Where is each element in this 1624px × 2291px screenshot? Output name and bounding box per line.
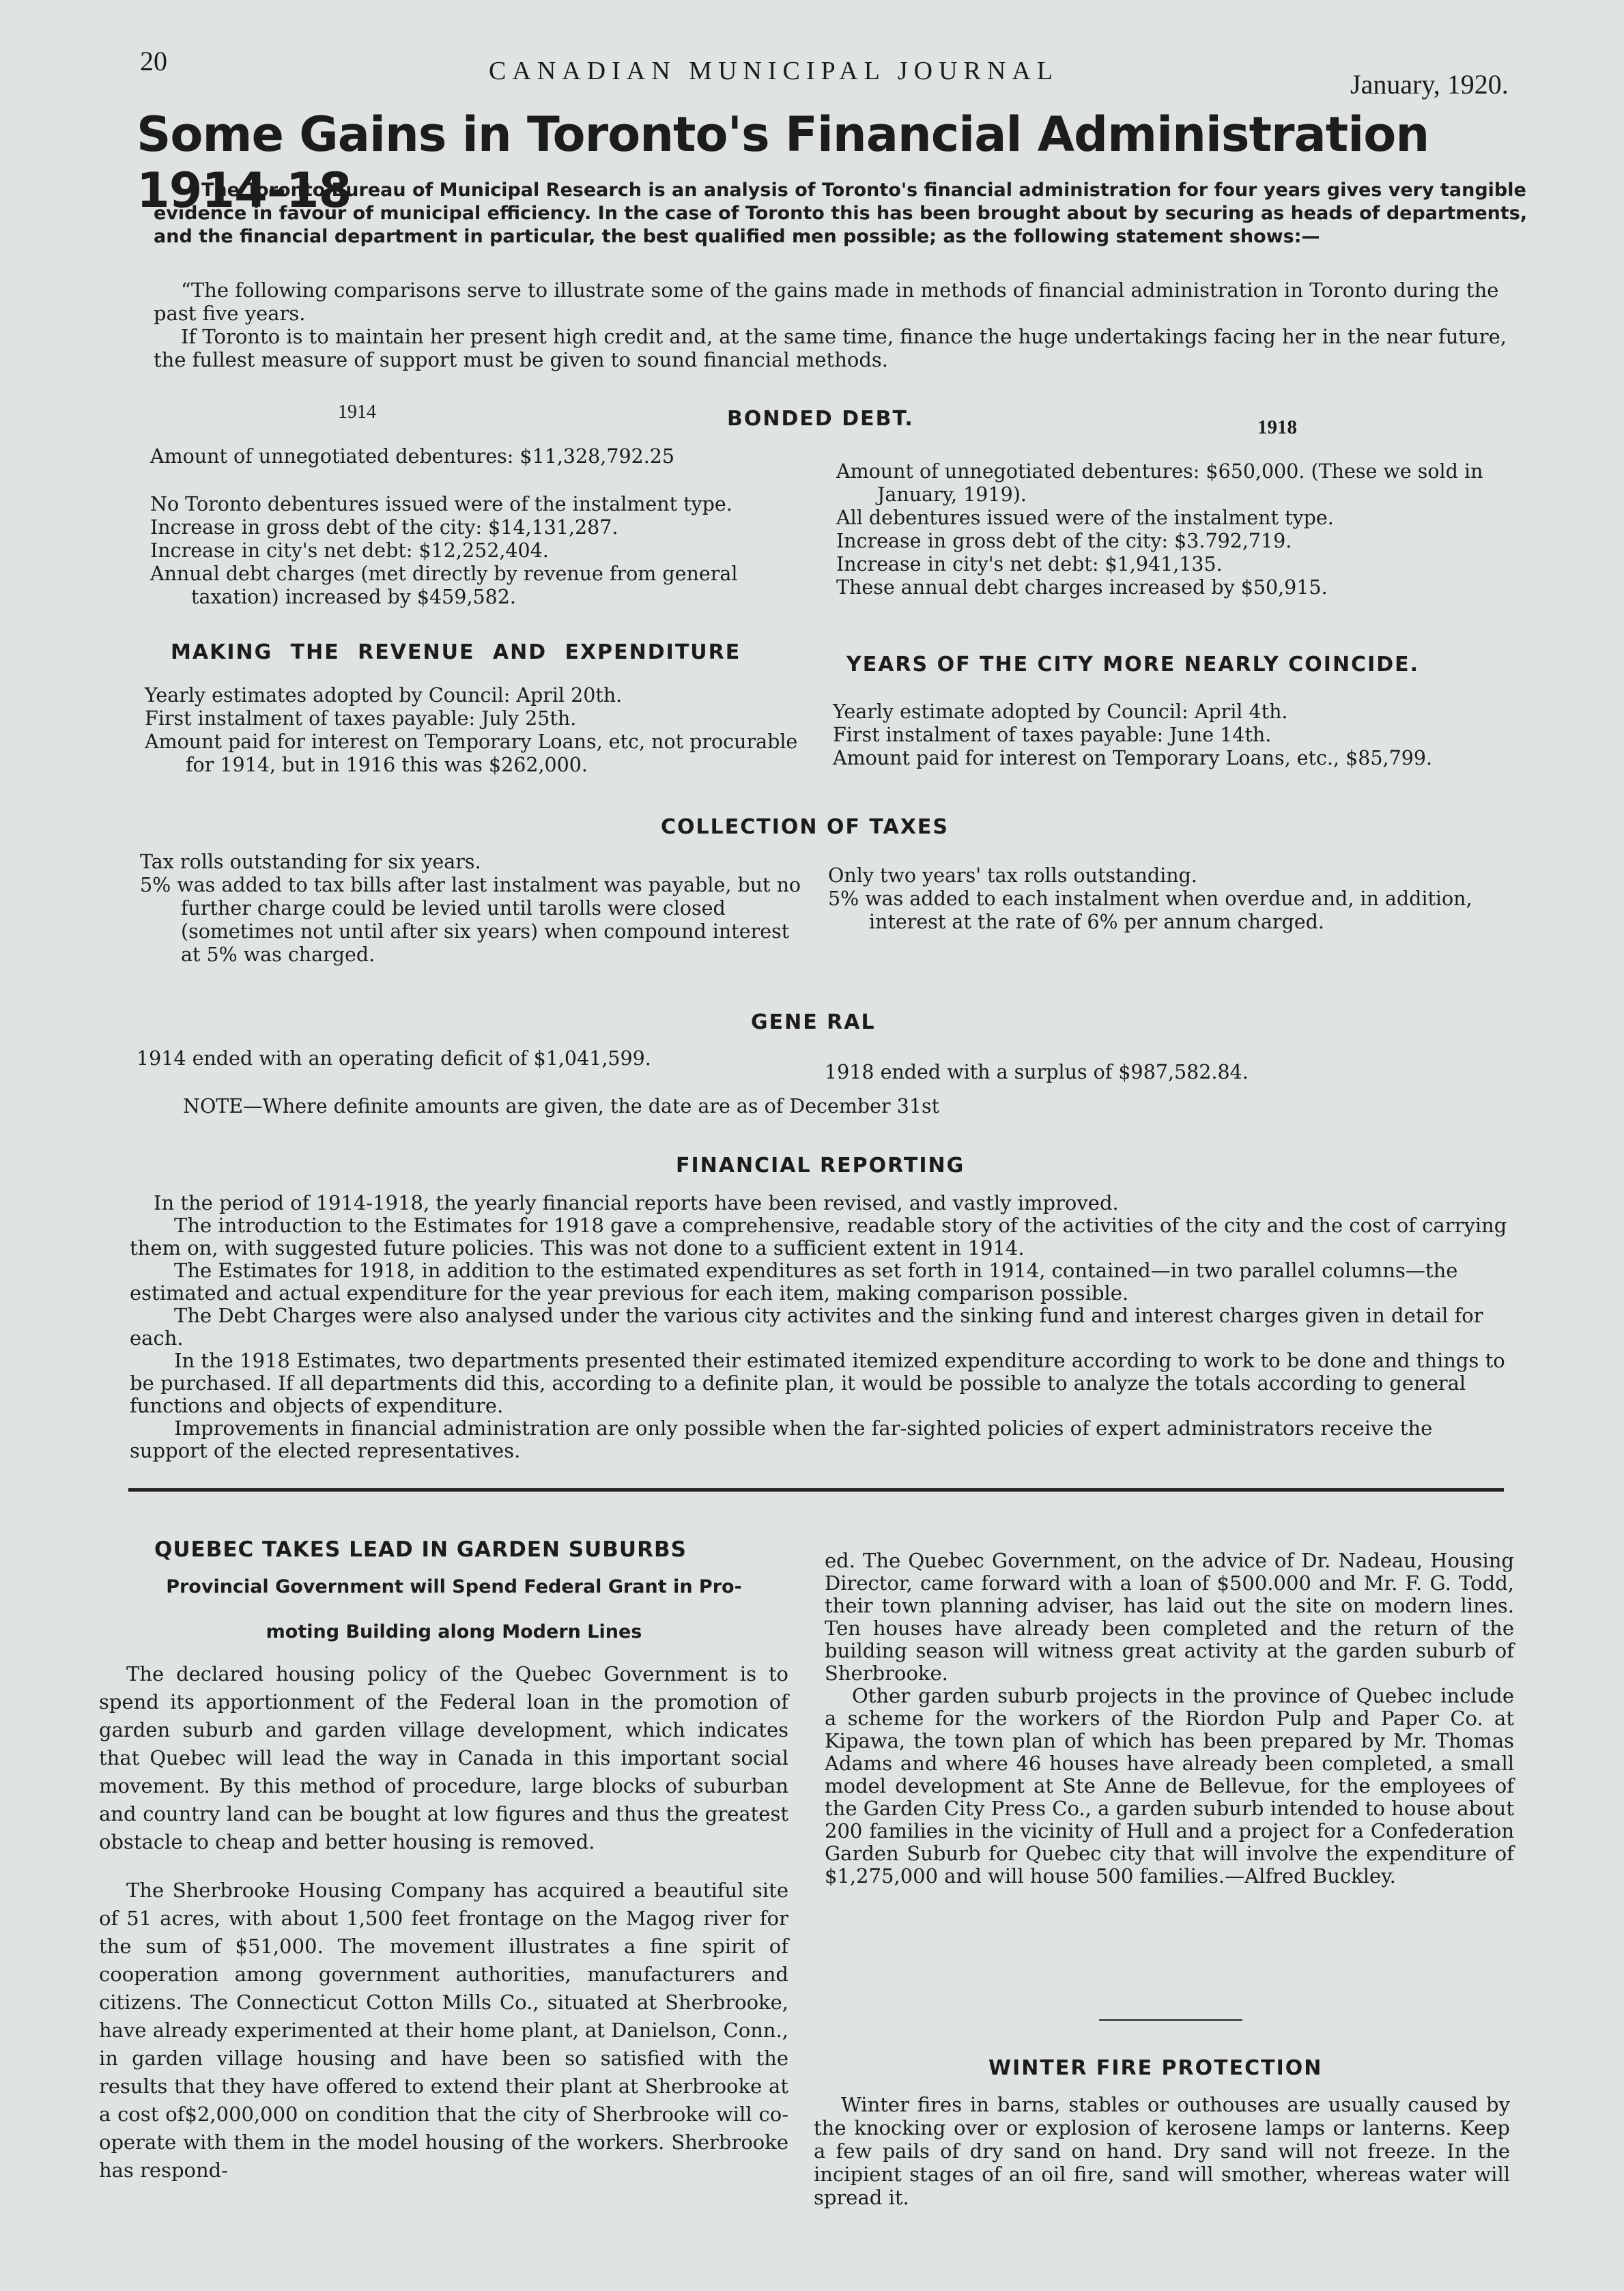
bonded-left-item: Increase in city's net debt: $12,252,404. [150, 539, 549, 562]
journal-name: CANADIAN MUNICIPAL JOURNAL [489, 57, 1059, 85]
quebec-paragraph: ed. The Quebec Government, on the advice of Dr. Nadeau, Housing Director, came forward with a loan of $500.000 and Mr. F. G. Todd, their town planning adviser, has laid out the site on modern lines. Ten houses have already been completed and the return of the building season will witness great activity at the garden suburb of Sherbrooke. [825, 1549, 1514, 1685]
quebec-left-column [99, 1660, 788, 2185]
revenue-heading-left: MAKING THE REVENUE AND EXPENDITURE [171, 640, 741, 664]
quebec-paragraph: The Sherbrooke Housing Company has acquired a beautiful site of 51 acres, with about 1,500 feet frontage on the Magog river for the sum of $51,000. The movement illustrates a fine spirit of cooperation among government authorities, manufacturers and citizens. The Connecticut Cotton Mills Co., situated at Sherbrooke, have already experimented at their home plant, at Danielson, Conn., in garden village housing and have been so satisfied with the results that they have offered to extend their plant at Sherbrooke at a cost of$2,000,000 on condition that the city of Sherbrooke will co-operate with them in the model housing of the workers. Sherbrooke has respond- [99, 1879, 789, 2182]
collection-right-column [828, 864, 1518, 934]
reporting-paragraph: The introduction to the Estimates for 1918 gave a comprehensive, readable story of the activities of the city and the cost of carrying them on, with suggested future policies. This was not done to a sufficient extent in 1914. [130, 1214, 1507, 1260]
bonded-left-item: Increase in gross debt of the city: $14,131,287. [150, 516, 618, 539]
reporting-paragraph: Improvements in financial administration are only possible when the far-sighted policies of expert administrators receive the support of the elected representatives. [130, 1417, 1433, 1462]
winter-paragraph: Winter fires in barns, stables or outhouses are usually caused by the knocking over or explosion of kerosene lamps or lanterns. Keep a few pails of dry sand on hand. Dry sand will not freeze. In the incipient stages of an oil fire, sand will smother, whereas water will spread it. [814, 2093, 1510, 2209]
section-divider [128, 1488, 1504, 1492]
short-divider [1099, 2019, 1242, 2021]
bonded-right-item: Amount of unnegotiated debentures: $650,000. (These we sold in January, 1919). [836, 460, 1483, 506]
reporting-paragraph: The Debt Charges were also analysed under the various city activites and the sinking fund and interest charges given in detail for each. [130, 1304, 1483, 1350]
reporting-paragraph: In the 1918 Estimates, two departments presented their estimated itemized expenditure according to work to be done and things to be purchased. If all departments did this, according to a definite plan, it would be possible to analyze the totals according to general functions and objects of expenditure. [130, 1349, 1505, 1417]
collection-right-item: Only two years' tax rolls outstanding. [828, 864, 1197, 887]
reporting-body [130, 1192, 1515, 1462]
revenue-right-item: Amount paid for interest on Temporary Loans, etc., $85,799. [833, 747, 1433, 769]
general-heading: GENE RAL [751, 1010, 876, 1034]
bonded-right-item: Increase in city's net debt: $1,941,135. [836, 553, 1223, 575]
bonded-left-item: Annual debt charges (met directly by revenue from general taxation) increased by $459,582. [150, 563, 738, 608]
quebec-paragraph: Other garden suburb projects in the province of Quebec include a scheme for the workers of the Riordon Pulp and Paper Co. at Kipawa, the town plan of which has been prepared by Mr. Thomas Adams and where 46 houses have already been completed, a small model development at Ste Anne de Bellevue, for the employees of the Garden City Press Co., a garden suburb intended to house about 200 families in the vicinity of Hull and a project for a Confederation Garden Suburb for Quebec city that will involve the expenditure of $1,275,000 and will house 500 families.—Alfred Buckley. [825, 1684, 1514, 1888]
collection-right-item: 5% was added to each instalment when overdue and, in addition, interest at the rate of 6% per annum charged. [828, 887, 1472, 933]
collection-left-item: 5% was added to tax bills after last instalment was payable, but no further charge could be levied until tarolls were closed (sometimes not until after six years) when compound interest at 5% was charged. [140, 874, 801, 966]
general-note: NOTE—Where definite amounts are given, the date are as of December 31st [183, 1095, 940, 1118]
reporting-paragraph: The Estimates for 1918, in addition to the estimated expenditures as set forth in 1914, contained—in two parallel columns—the estimated and actual expenditure for the year previous for each item, making comparison possible. [130, 1259, 1458, 1305]
page-number: 20 [140, 46, 167, 76]
quebec-subheading-line-2: moting Building along Modern Lines [266, 1621, 642, 1642]
bonded-left-column [150, 445, 816, 609]
article-title: Some Gains in Toronto's Financial Administration 1914-18 [137, 106, 1429, 218]
reporting-paragraph: In the period of 1914-1918, the yearly financial reports have been revised, and vastly improved. [154, 1191, 1119, 1214]
bonded-year-1914: 1914 [338, 401, 376, 423]
revenue-heading-right: YEARS OF THE CITY MORE NEARLY COINCIDE. [846, 653, 1420, 677]
bonded-left-item: No Toronto debentures issued were of the instalment type. [150, 493, 732, 515]
winter-body [814, 2093, 1510, 2209]
bonded-right-item: These annual debt charges increased by $50,915. [836, 576, 1328, 599]
quebec-subheading-line-1: Provincial Government will Spend Federal Grant in Pro- [166, 1576, 742, 1597]
article-intro: The Toronto Bureau of Municipal Research is an analysis of Toronto's financial administration for four years gives very tangible evidence in favour of municipal efficiency. In the case of Toronto this has been brought about by securing as heads of departments, and the financial department in particular, the best qualified men possible; as the following statement shows:— [154, 180, 1528, 247]
revenue-left-item: First instalment of taxes payable: July 25th. [145, 707, 577, 730]
bonded-right-item: Increase in gross debt of the city: $3.792,719. [836, 530, 1292, 552]
bonded-debt-heading: BONDED DEBT. [727, 407, 914, 431]
collection-heading: COLLECTION OF TAXES [661, 815, 949, 839]
article-opening [154, 279, 1533, 371]
bonded-left-item: Amount of unnegotiated debentures: $11,328,792.25 [150, 445, 675, 468]
collection-left-item: Tax rolls outstanding for six years. [140, 851, 481, 873]
revenue-left-item: Yearly estimates adopted by Council: April 20th. [145, 684, 623, 707]
revenue-right-column [833, 700, 1529, 770]
revenue-right-item: First instalment of taxes payable: June 14th. [833, 724, 1272, 746]
winter-heading: WINTER FIRE PROTECTION [988, 2056, 1323, 2080]
reporting-heading: FINANCIAL REPORTING [676, 1154, 965, 1178]
general-right: 1918 ended with a surplus of $987,582.84. [825, 1061, 1249, 1083]
collection-left-column [140, 851, 809, 967]
bonded-right-item: All debentures issued were of the instalment type. [836, 507, 1334, 529]
quebec-paragraph: The declared housing policy of the Quebec Government is to spend its apportionment of the Federal loan in the promotion of garden suburb and garden village development, which indicates that Quebec will lead the way in Canada in this important social movement. By this method of procedure, large blocks of suburban and country land can be bought at low figures and thus the greatest obstacle to cheap and better housing is removed. [99, 1662, 788, 1853]
revenue-left-column [145, 684, 814, 777]
bonded-right-column [836, 460, 1526, 599]
general-left: 1914 ended with an operating deficit of $1,041,599. [137, 1047, 651, 1070]
bonded-year-1918: 1918 [1257, 416, 1297, 438]
opening-paragraph-1: “The following comparisons serve to illustrate some of the gains made in methods of financial administration in Toronto during the past five years. [154, 279, 1499, 325]
quebec-heading: QUEBEC TAKES LEAD IN GARDEN SUBURBS [154, 1537, 687, 1562]
revenue-left-item: Amount paid for interest on Temporary Loans, etc, not procurable for 1914, but in 1916 this was $262,000. [145, 730, 798, 776]
issue-date: January, 1920. [1350, 69, 1509, 100]
quebec-right-column [825, 1550, 1514, 1888]
revenue-right-item: Yearly estimate adopted by Council: April 4th. [833, 700, 1288, 723]
opening-paragraph-2: If Toronto is to maintain her present high credit and, at the same time, finance the huge undertakings facing her in the near future, the fullest measure of support must be given to sound financial methods. [154, 325, 1507, 371]
